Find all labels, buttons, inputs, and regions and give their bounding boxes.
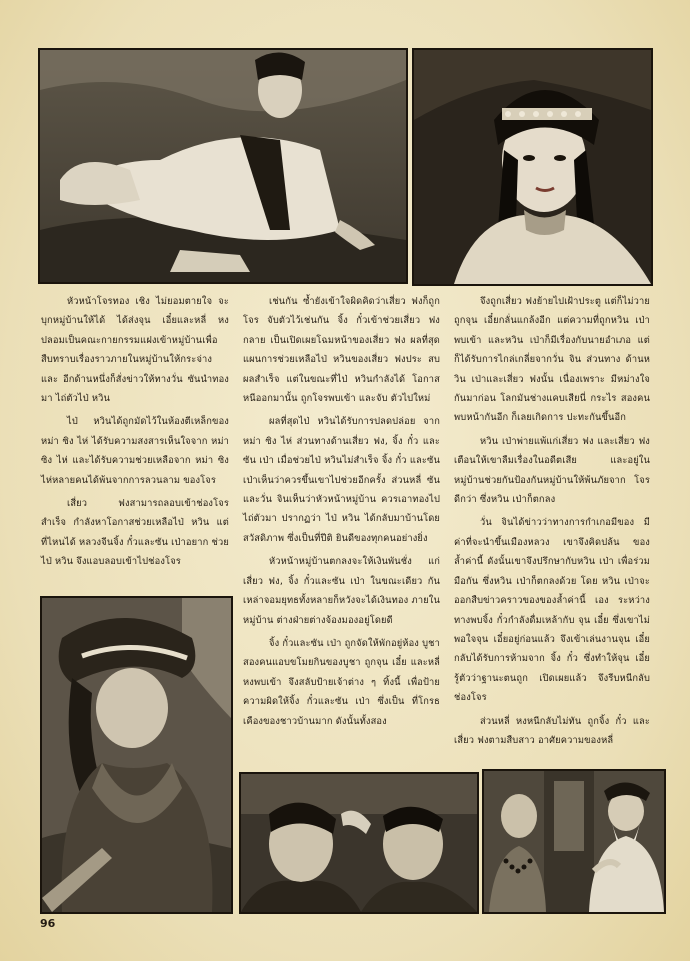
photo-monk-and-elder-image (484, 771, 664, 912)
paragraph: เสี่ยว ฟงสามารถลอบเข้าช่องโจร สำเร็จ กำลังหาโอกาสช่วยเหลือไป่ หวิน แต่ ที่ไหนได้ หลวงจีนจิ้ง กั๋วและซัน เป่าอยาก ช่วยไป่ หวิน จึงแอบลอบเข้าไปช่องโจร (41, 498, 229, 568)
paragraph: ส่วนหลี่ หงหนีกลับไม่ทัน ถูกจิ้ง กั๋ว และเสี่ยว ฟงตามสืบสาว อาศัยความของหลี่ (454, 715, 650, 746)
photo-man-crouching-on-ground (38, 48, 408, 284)
paragraph: วั่น จินได้ข่าวว่าทางการกำเกอมีของ มีค่าที่จะนำขึ้นเมืองหลวง เขาจึงคิดปล้น ของล้ำค่านี้ ดังนั้นเขาจึงปรึกษากับหวิน เป่า เพื่อร่วมมือกัน ซึ่งหวิน เป่าก็ตกลงด้วย โดย หวิน เป่าจะออกสืบข่าวคราวของของล้ำค่านี้ เอง ระหว่างทางพบจิ้ง กั๋วกำลังดื่มเหล้ากับ จุน เอี๋ย ซึ่งเขาไม่พอใจจุน เอี๋ยอยู่ก่อนแล้ว จึงเข้าเล่นงานจุน เอี๋ย กลับได้รับการห้ามจาก จิ้ง กั๋ว ซึ่งทำให้จุน เอี๋ยรู้ตัวว่าฐานะตนถูก เปิดเผยแล้ว จึงรีบหนีกลับช่องโจร (454, 517, 650, 704)
paragraph: จิ้ง กั๋วและซัน เป่า ถูกจัดให้พักอยู่ห้อง บูชา สองคนแอบขโมยกินของบูชา ถูกจุน เอี๋ย และหลี่ หงพบเข้า จึงสลับป้ายเจ้าต่าง ๆ ทิ้งนี้ เพื่อป้ายความผิดให้จิ้ง กั๋วและซัน เป่า ซึ่งเป็น ที่โกรธเคืองของชาวบ้านมาก ดังนั้นทั้งสอง (243, 637, 440, 727)
photo-two-men-close-up-image (241, 774, 477, 912)
paragraph: เช่นกัน ซ้ำยังเข้าใจผิดคิดว่าเสี่ยว ฟงก็ถูกโจร จับตัวไว้เช่นกัน จิ้ง กั๋วเข้าช่วยเสี่ยว ฟง กลาย เป็นเปิดเผยโฉมหน้าของเสี่ยว ฟง ผลที่สุด แผนการช่วยเหลือไป่ หวินของเสี่ยว ฟงประ สบผลสำเร็จ แต่ในขณะที่ไป่ หวินกำลังได้ โอกาสหนีออกมานั้น ถูกโจรพบเข้า และจับ ตัวไปใหม่ (243, 296, 440, 405)
text-column-1 (41, 292, 229, 576)
text-column-3 (454, 292, 650, 754)
photo-man-with-headband (40, 596, 233, 914)
paragraph: หัวหน้าหมู่บ้านตกลงจะให้เงินพันชั่ง แก่เสี่ยว ฟง, จิ้ง กั๋วและซัน เป่า ในขณะเดียว กันเหล่าจอมยุทธทั้งหลายก็หวังจะได้เงินทอง ภายในหมู่บ้าน ต่างฝ่ายต่างจ้องมองอยู่โดยดี (243, 556, 440, 626)
photo-two-men-close-up (239, 772, 479, 914)
paragraph: ผลที่สุดไป่ หวินได้รับการปลดปล่อย จากหม่า ซิง ไห่ ส่วนทางด้านเสี่ยว ฟง, จิ้ง กั๋ว และซัน เป่า เมื่อช่วยไป่ หวินไม่สำเร็จ จิ้ง กั๋ว และซัน เป่าเห็นว่าควรขึ้นเขาไปช่วยอีกครั้ง ส่วนหลี่ ซันและวั่น จินเห็นว่าหัวหน้าหมู่บ้าน ควรเอาทองไปไถ่ตัวมา ปรากฏว่า ไป่ หวิน ได้กลับมาบ้านโดยสวัสดิภาพ ซึ่งเป็นที่ปีติ ยินดีของทุกคนอย่างยิ่ง (243, 416, 440, 544)
photo-woman-with-headdress (412, 48, 653, 286)
paragraph: หัวหน้าโจรทอง เชิง ไม่ยอมตายใจ จะบุกหมู่บ้านให้ได้ ได้ส่งจุน เอี๋ยและหลี่ หง ปลอมเป็นคณะกายกรรมแฝงเข้าหมู่บ้านเพื่อ สืบทราบเรื่องราวภายในหมู่บ้านให้กระจ่าง และ อีกด้านหนึ่งก็สั่งข่าวให้ทางวั่น ซันนำทองมา ไถ่ตัวไป่ หวิน (41, 296, 229, 405)
photo-monk-and-elder (482, 769, 666, 914)
paragraph: ไป่ หวินได้ถูกมัดไว้ในห้องตีเหล็กของ หม่า ซิง ไห่ ได้รับความสงสารเห็นใจจาก หม่า ซิง ไห่ และได้รับความช่วยเหลือจาก หม่า ซิง ไห่หลายคนได้พ้นจากการลวนลาม ของโจร (41, 416, 229, 486)
paragraph: หวิน เป่าพ่ายแพ้แก่เสี่ยว ฟง และเสี่ยว ฟงเตือนให้เขาลืมเรื่องในอดีตเสีย และอยู่ใน หมู่บ้านช่วยกันป้องกันหมู่บ้านให้พ้นภัยจาก โจรดีกว่า ซึ่งหวิน เป่าก็ตกลง (454, 435, 650, 506)
photo-man-crouching-on-ground-image (40, 50, 406, 282)
paragraph: จึงถูกเสี่ยว ฟงย้ายไปเฝ้าประตู แต่ก็ไม่วาย ถูกจุน เอี๋ยกลั่นแกล้งอีก แต่ความที่ถูกหวิน เป่า พบเข้า และหวิน เป่าก็มีเรื่องกับนายอำเภอ แต่ก็ได้รับการไกล่เกลี่ยจากวั่น จิน ส่วนทาง ด้านหวิน เป่าและเสี่ยว ฟงนั้น เนื่องเพราะ มีหม่างใจกันมาก่อน โลกมันช่างแคบเสียนี่ กระไร สองคนพบหน้ากันอีก ก็เลยเกิดการ ปะทะกันขึ้นอีก (454, 296, 650, 424)
text-column-2 (243, 292, 440, 735)
photo-man-with-headband-image (42, 598, 231, 912)
photo-woman-with-headdress-image (414, 50, 651, 284)
page-number: 96 (40, 917, 56, 930)
